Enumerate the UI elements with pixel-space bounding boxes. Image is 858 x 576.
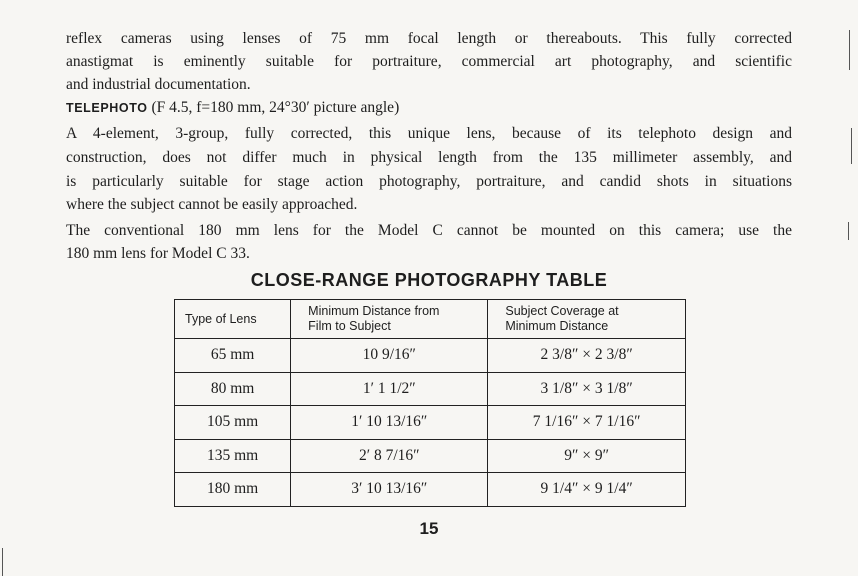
cell-coverage: 9″ × 9″ — [488, 439, 686, 473]
telephoto-line-2: construction, does not differ much in physical length from the 135 millimeter assembly, and — [66, 149, 792, 166]
margin-mark — [851, 128, 852, 164]
table-title: CLOSE-RANGE PHOTOGRAPHY TABLE — [250, 270, 608, 290]
cell-distance: 3′ 10 13/16″ — [291, 473, 488, 507]
page-number: 15 — [419, 519, 439, 538]
telephoto-heading: TELEPHOTO — [66, 101, 148, 115]
cell-coverage: 3 1/8″ × 3 1/8″ — [488, 372, 686, 406]
table-row — [175, 339, 686, 373]
intro-line-1: reflex cameras using lenses of 75 mm focal length or thereabouts. This fully corrected — [66, 30, 792, 47]
margin-mark — [848, 222, 849, 240]
margin-mark — [2, 548, 3, 576]
cell-distance: 1′ 1 1/2″ — [291, 372, 488, 406]
header-distance-line-2: Film to Subject — [308, 319, 391, 333]
cell-lens: 105 mm — [175, 406, 291, 440]
header-coverage-line-1: Subject Coverage at — [505, 304, 619, 318]
header-type: Type of Lens — [175, 300, 291, 339]
cell-lens: 180 mm — [175, 473, 291, 507]
cell-coverage: 9 1/4″ × 9 1/4″ — [488, 473, 686, 507]
table-row — [175, 406, 686, 440]
table-row — [175, 372, 686, 406]
intro-line-2: anastigmat is eminently suitable for portraiture, commercial art photography, and scientific — [66, 53, 792, 70]
telephoto-line-4: where the subject cannot be easily approached. — [66, 196, 358, 213]
note-line-1: The conventional 180 mm lens for the Model C cannot be mounted on this camera; use the — [66, 222, 792, 239]
table-row — [175, 439, 686, 473]
telephoto-heading-line — [66, 96, 792, 119]
intro-line-3: and industrial documentation. — [66, 76, 251, 93]
header-distance-line-1: Minimum Distance from — [308, 304, 440, 318]
header-distance — [291, 300, 488, 339]
close-range-table — [174, 299, 686, 507]
header-coverage-line-2: Minimum Distance — [505, 319, 609, 333]
table-row — [175, 473, 686, 507]
telephoto-line-3: is particularly suitable for stage action photography, portraiture, and candid shots in situations — [66, 173, 792, 190]
table-header-row — [175, 300, 686, 339]
cell-coverage: 2 3/8″ × 2 3/8″ — [488, 339, 686, 373]
header-coverage — [488, 300, 686, 339]
cell-distance: 1′ 10 13/16″ — [291, 406, 488, 440]
cell-coverage: 7 1/16″ × 7 1/16″ — [488, 406, 686, 440]
telephoto-spec: (F 4.5, f=180 mm, 24°30′ picture angle) — [147, 99, 400, 116]
cell-distance: 2′ 8 7/16″ — [291, 439, 488, 473]
margin-mark — [849, 30, 850, 70]
cell-lens: 135 mm — [175, 439, 291, 473]
cell-lens: 65 mm — [175, 339, 291, 373]
telephoto-line-1: A 4-element, 3-group, fully corrected, this unique lens, because of its telephoto design and — [66, 125, 792, 142]
cell-lens: 80 mm — [175, 372, 291, 406]
note-line-2: 180 mm lens for Model C 33. — [66, 245, 250, 262]
cell-distance: 10 9/16″ — [291, 339, 488, 373]
